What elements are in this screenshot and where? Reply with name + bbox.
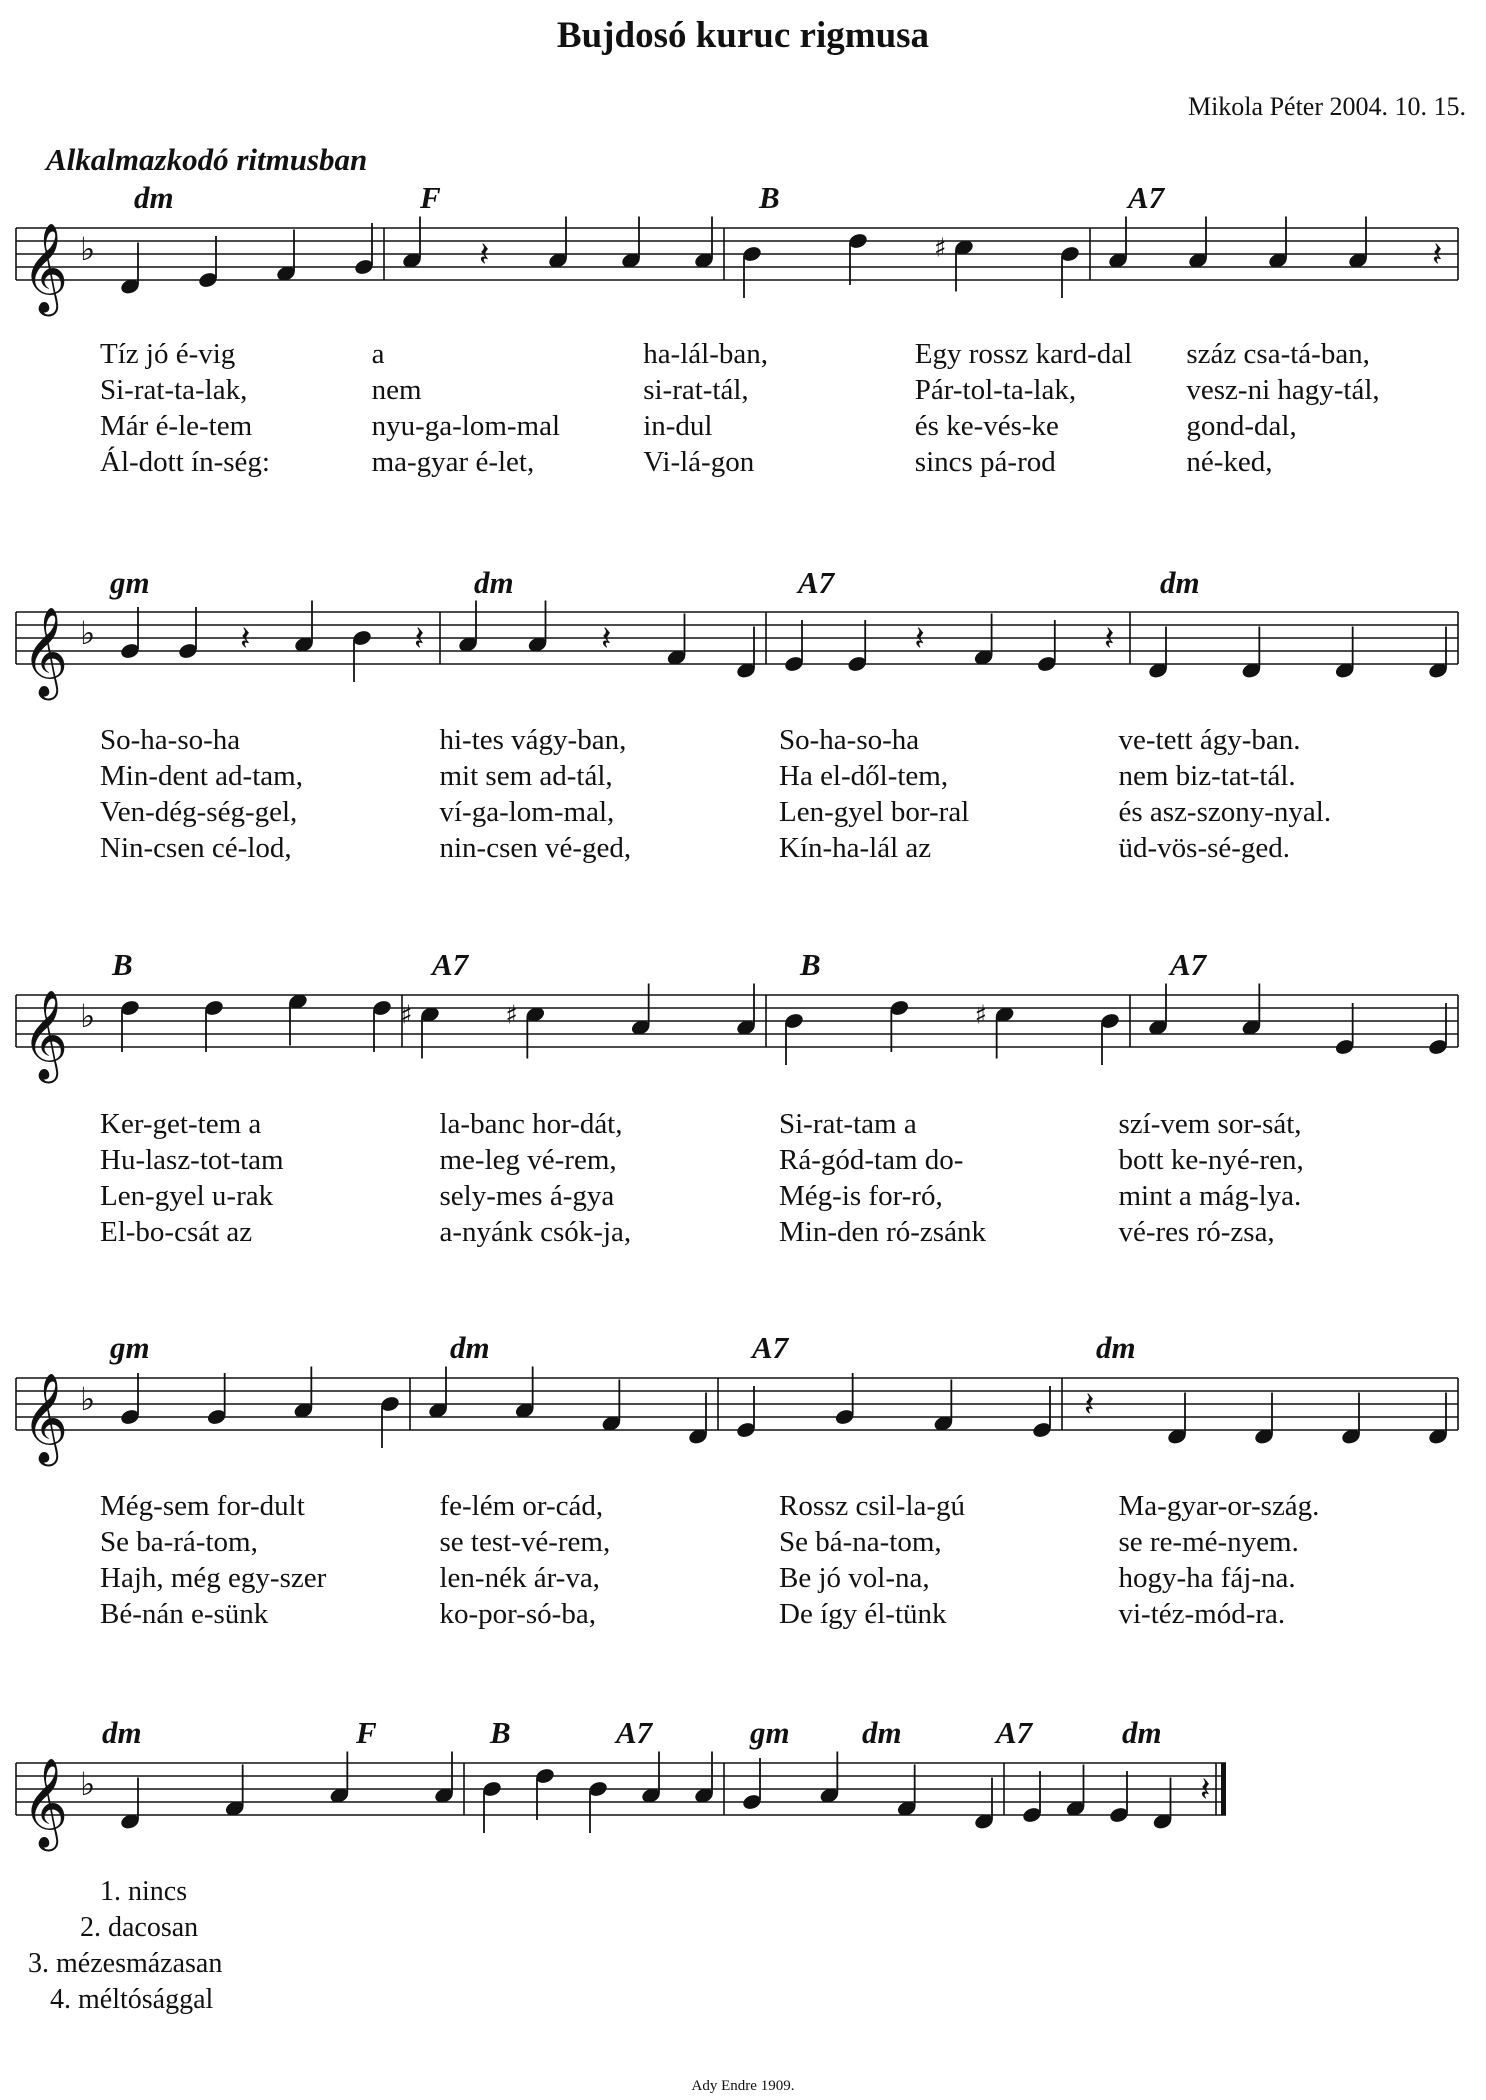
flat-sign-icon: ♭ <box>80 997 96 1035</box>
chord-symbol: F <box>356 1715 377 1750</box>
chord-symbol: gm <box>110 1330 150 1365</box>
lyric-syllable-group: Ma-gyar-or-szág. <box>1118 1490 1320 1522</box>
lyric-syllable-group: és ke-vés-ke <box>914 410 1059 442</box>
chord-symbol: dm <box>102 1715 142 1750</box>
rest-icon: 𝄽 <box>1104 619 1115 659</box>
lyric-syllable-group: nem biz-tat-tál. <box>1118 760 1296 792</box>
lyric-syllable-group: Nin-csen cé-lod, <box>100 832 292 864</box>
ending-note: 1. nincs <box>100 1876 188 1907</box>
lyric-syllable-group: mint a mág-lya. <box>1118 1180 1302 1212</box>
chord-symbol: A7 <box>1128 180 1165 215</box>
lyric-syllable-group: Rossz csil-la-gú <box>779 1490 966 1522</box>
lyric-syllable-group: Len-gyel u-rak <box>100 1180 274 1212</box>
chord-symbol: dm <box>134 180 174 215</box>
flat-sign-icon: ♭ <box>80 614 96 652</box>
lyric-syllable-group: Ker-get-tem a <box>100 1108 262 1140</box>
chord-symbol: F <box>420 180 441 215</box>
lyric-syllable-group: Min-dent ad-tam, <box>100 760 303 792</box>
treble-clef-icon: 𝄞 <box>22 1373 69 1463</box>
lyric-syllable-group: Egy rossz kard-dal <box>914 338 1133 370</box>
lyric-syllable-group: sincs pá-rod <box>914 446 1056 478</box>
treble-clef-icon: 𝄞 <box>22 990 69 1080</box>
lyric-syllable-group: Hu-lasz-tot-tam <box>100 1144 284 1176</box>
lyric-syllable-group: üd-vös-sé-ged. <box>1118 832 1291 864</box>
chord-symbol: A7 <box>616 1715 653 1750</box>
lyric-syllable-group: El-bo-csát az <box>100 1216 253 1248</box>
lyric-syllable-group: Len-gyel bor-ral <box>779 796 970 828</box>
lyric-syllable-group: Be jó vol-na, <box>779 1562 930 1594</box>
chord-symbol: A7 <box>1170 947 1207 982</box>
lyric-syllable-group: se re-mé-nyem. <box>1118 1526 1299 1558</box>
chord-symbol: A7 <box>996 1715 1033 1750</box>
chord-symbol: dm <box>1122 1715 1162 1750</box>
lyric-syllable-group: hi-tes vágy-ban, <box>439 724 627 756</box>
lyric-syllable-group: Már é-le-tem <box>100 410 253 442</box>
lyric-syllable-group: la-banc hor-dát, <box>439 1108 623 1140</box>
lyric-syllable-group: Bé-nán e-sünk <box>100 1598 269 1630</box>
rest-icon: 𝄽 <box>479 235 490 275</box>
lyric-syllable-group: fe-lém or-cád, <box>439 1490 604 1522</box>
lyric-syllable-group: száz csa-tá-ban, <box>1186 338 1370 370</box>
lyric-syllable-group: Hajh, még egy-szer <box>100 1562 327 1594</box>
lyric-syllable-group: Ha el-dől-tem, <box>779 760 949 792</box>
rest-icon: 𝄽 <box>414 619 425 659</box>
sharp-sign-icon: ♯ <box>400 1000 413 1031</box>
chord-symbol: A7 <box>432 947 469 982</box>
chord-symbol: dm <box>1096 1330 1136 1365</box>
chord-symbol: dm <box>474 565 514 600</box>
chord-symbol: dm <box>1160 565 1200 600</box>
ending-note: 4. méltósággal <box>50 1984 214 2015</box>
lyric-syllable-group: Még-sem for-dult <box>100 1490 305 1522</box>
flat-sign-icon: ♭ <box>80 230 96 268</box>
lyric-syllable-group: Se bá-na-tom, <box>779 1526 942 1558</box>
lyric-syllable-group: sely-mes á-gya <box>439 1180 615 1212</box>
treble-clef-icon: 𝄞 <box>22 223 69 313</box>
lyric-syllable-group: Vi-lá-gon <box>643 446 755 478</box>
flat-sign-icon: ♭ <box>80 1765 96 1803</box>
lyric-syllable-group: ha-lál-ban, <box>643 338 768 370</box>
lyric-syllable-group: né-ked, <box>1186 446 1273 478</box>
lyric-syllable-group: ma-gyar é-let, <box>371 446 535 478</box>
ending-note: 2. dacosan <box>80 1912 199 1943</box>
chord-symbol: A7 <box>798 565 835 600</box>
composer-credit: Mikola Péter 2004. 10. 15. <box>1187 92 1466 121</box>
lyric-syllable-group: Si-rat-tam a <box>779 1108 917 1140</box>
sharp-sign-icon: ♯ <box>974 1000 988 1031</box>
final-barline <box>1221 1763 1226 1815</box>
lyric-syllable-group: vesz-ni hagy-tál, <box>1186 374 1380 406</box>
lyric-syllable-group: nin-csen vé-ged, <box>439 832 632 864</box>
lyric-syllable-group: in-dul <box>643 410 713 442</box>
lyric-syllable-group: szí-vem sor-sát, <box>1118 1108 1302 1140</box>
rest-icon: 𝄽 <box>914 619 925 659</box>
lyric-syllable-group: ví-ga-lom-mal, <box>439 796 615 828</box>
ending-note: 3. mézesmázasan <box>28 1948 223 1979</box>
lyric-syllable-group: Rá-gód-tam do- <box>779 1144 964 1176</box>
chord-symbol: B <box>490 1715 511 1750</box>
chord-symbol: gm <box>750 1715 790 1750</box>
lyric-syllable-group: len-nék ár-va, <box>439 1562 600 1594</box>
lyric-syllable-group: ko-por-só-ba, <box>439 1598 596 1630</box>
lyric-syllable-group: si-rat-tál, <box>643 374 749 406</box>
lyric-syllable-group: Ven-dég-ség-gel, <box>100 796 298 828</box>
chord-symbol: dm <box>862 1715 902 1750</box>
lyric-syllable-group: nem <box>371 374 422 406</box>
lyric-syllable-group: So-ha-so-ha <box>779 724 920 756</box>
treble-clef-icon: 𝄞 <box>22 607 69 697</box>
rest-icon: 𝄽 <box>1432 235 1443 275</box>
lyric-syllable-group: Tíz jó é-vig <box>100 338 236 370</box>
lyric-syllable-group: Kín-ha-lál az <box>779 832 932 864</box>
chord-symbol: A7 <box>752 1330 789 1365</box>
lyric-syllable-group: De így él-tünk <box>779 1598 947 1630</box>
lyric-syllable-group: bott ke-nyé-ren, <box>1118 1144 1304 1176</box>
lyric-syllable-group: me-leg vé-rem, <box>439 1144 617 1176</box>
lyric-syllable-group: Ál-dott ín-ség: <box>100 446 270 478</box>
rest-icon: 𝄽 <box>1200 1770 1211 1810</box>
lyric-syllable-group: vi-téz-mód-ra. <box>1118 1598 1286 1630</box>
lyric-syllable-group: és asz-szony-nyal. <box>1118 796 1332 828</box>
treble-clef-icon: 𝄞 <box>22 1758 69 1848</box>
lyric-syllable-group: Se ba-rá-tom, <box>100 1526 258 1558</box>
lyric-syllable-group: Min-den ró-zsánk <box>779 1216 986 1248</box>
chord-symbol: B <box>112 947 133 982</box>
lyric-syllable-group: nyu-ga-lom-mal <box>371 410 561 442</box>
chord-symbol: dm <box>450 1330 490 1365</box>
page-title: Bujdosó kuruc rigmusa <box>556 15 930 56</box>
footer-credit: Ady Endre 1909. <box>691 2078 795 2094</box>
lyric-syllable-group: gond-dal, <box>1186 410 1297 442</box>
lyric-syllable-group: ve-tett ágy-ban. <box>1118 724 1301 756</box>
sharp-sign-icon: ♯ <box>505 1000 518 1031</box>
lyric-syllable-group: a-nyánk csók-ja, <box>439 1216 632 1248</box>
lyric-syllable-group: Si-rat-ta-lak, <box>100 374 248 406</box>
lyric-syllable-group: se test-vé-rem, <box>439 1526 611 1558</box>
lyric-syllable-group: a <box>371 338 385 370</box>
lyric-syllable-group: mit sem ad-tál, <box>439 760 613 792</box>
chord-symbol: gm <box>110 565 150 600</box>
lyric-syllable-group: Pár-tol-ta-lak, <box>914 374 1077 406</box>
rest-icon: 𝄽 <box>601 619 612 659</box>
lyric-syllable-group: Még-is for-ró, <box>779 1180 943 1212</box>
rest-icon: 𝄽 <box>240 619 251 659</box>
sharp-sign-icon: ♯ <box>934 233 947 264</box>
tempo-marking: Alkalmazkodó ritmusban <box>46 142 368 177</box>
chord-symbol: B <box>759 180 780 215</box>
chord-symbol: B <box>800 947 821 982</box>
lyric-syllable-group: So-ha-so-ha <box>100 724 241 756</box>
rest-icon: 𝄽 <box>1084 1385 1095 1425</box>
lyric-syllable-group: hogy-ha fáj-na. <box>1118 1562 1296 1594</box>
flat-sign-icon: ♭ <box>80 1380 96 1418</box>
lyric-syllable-group: vé-res ró-zsa, <box>1118 1216 1275 1248</box>
